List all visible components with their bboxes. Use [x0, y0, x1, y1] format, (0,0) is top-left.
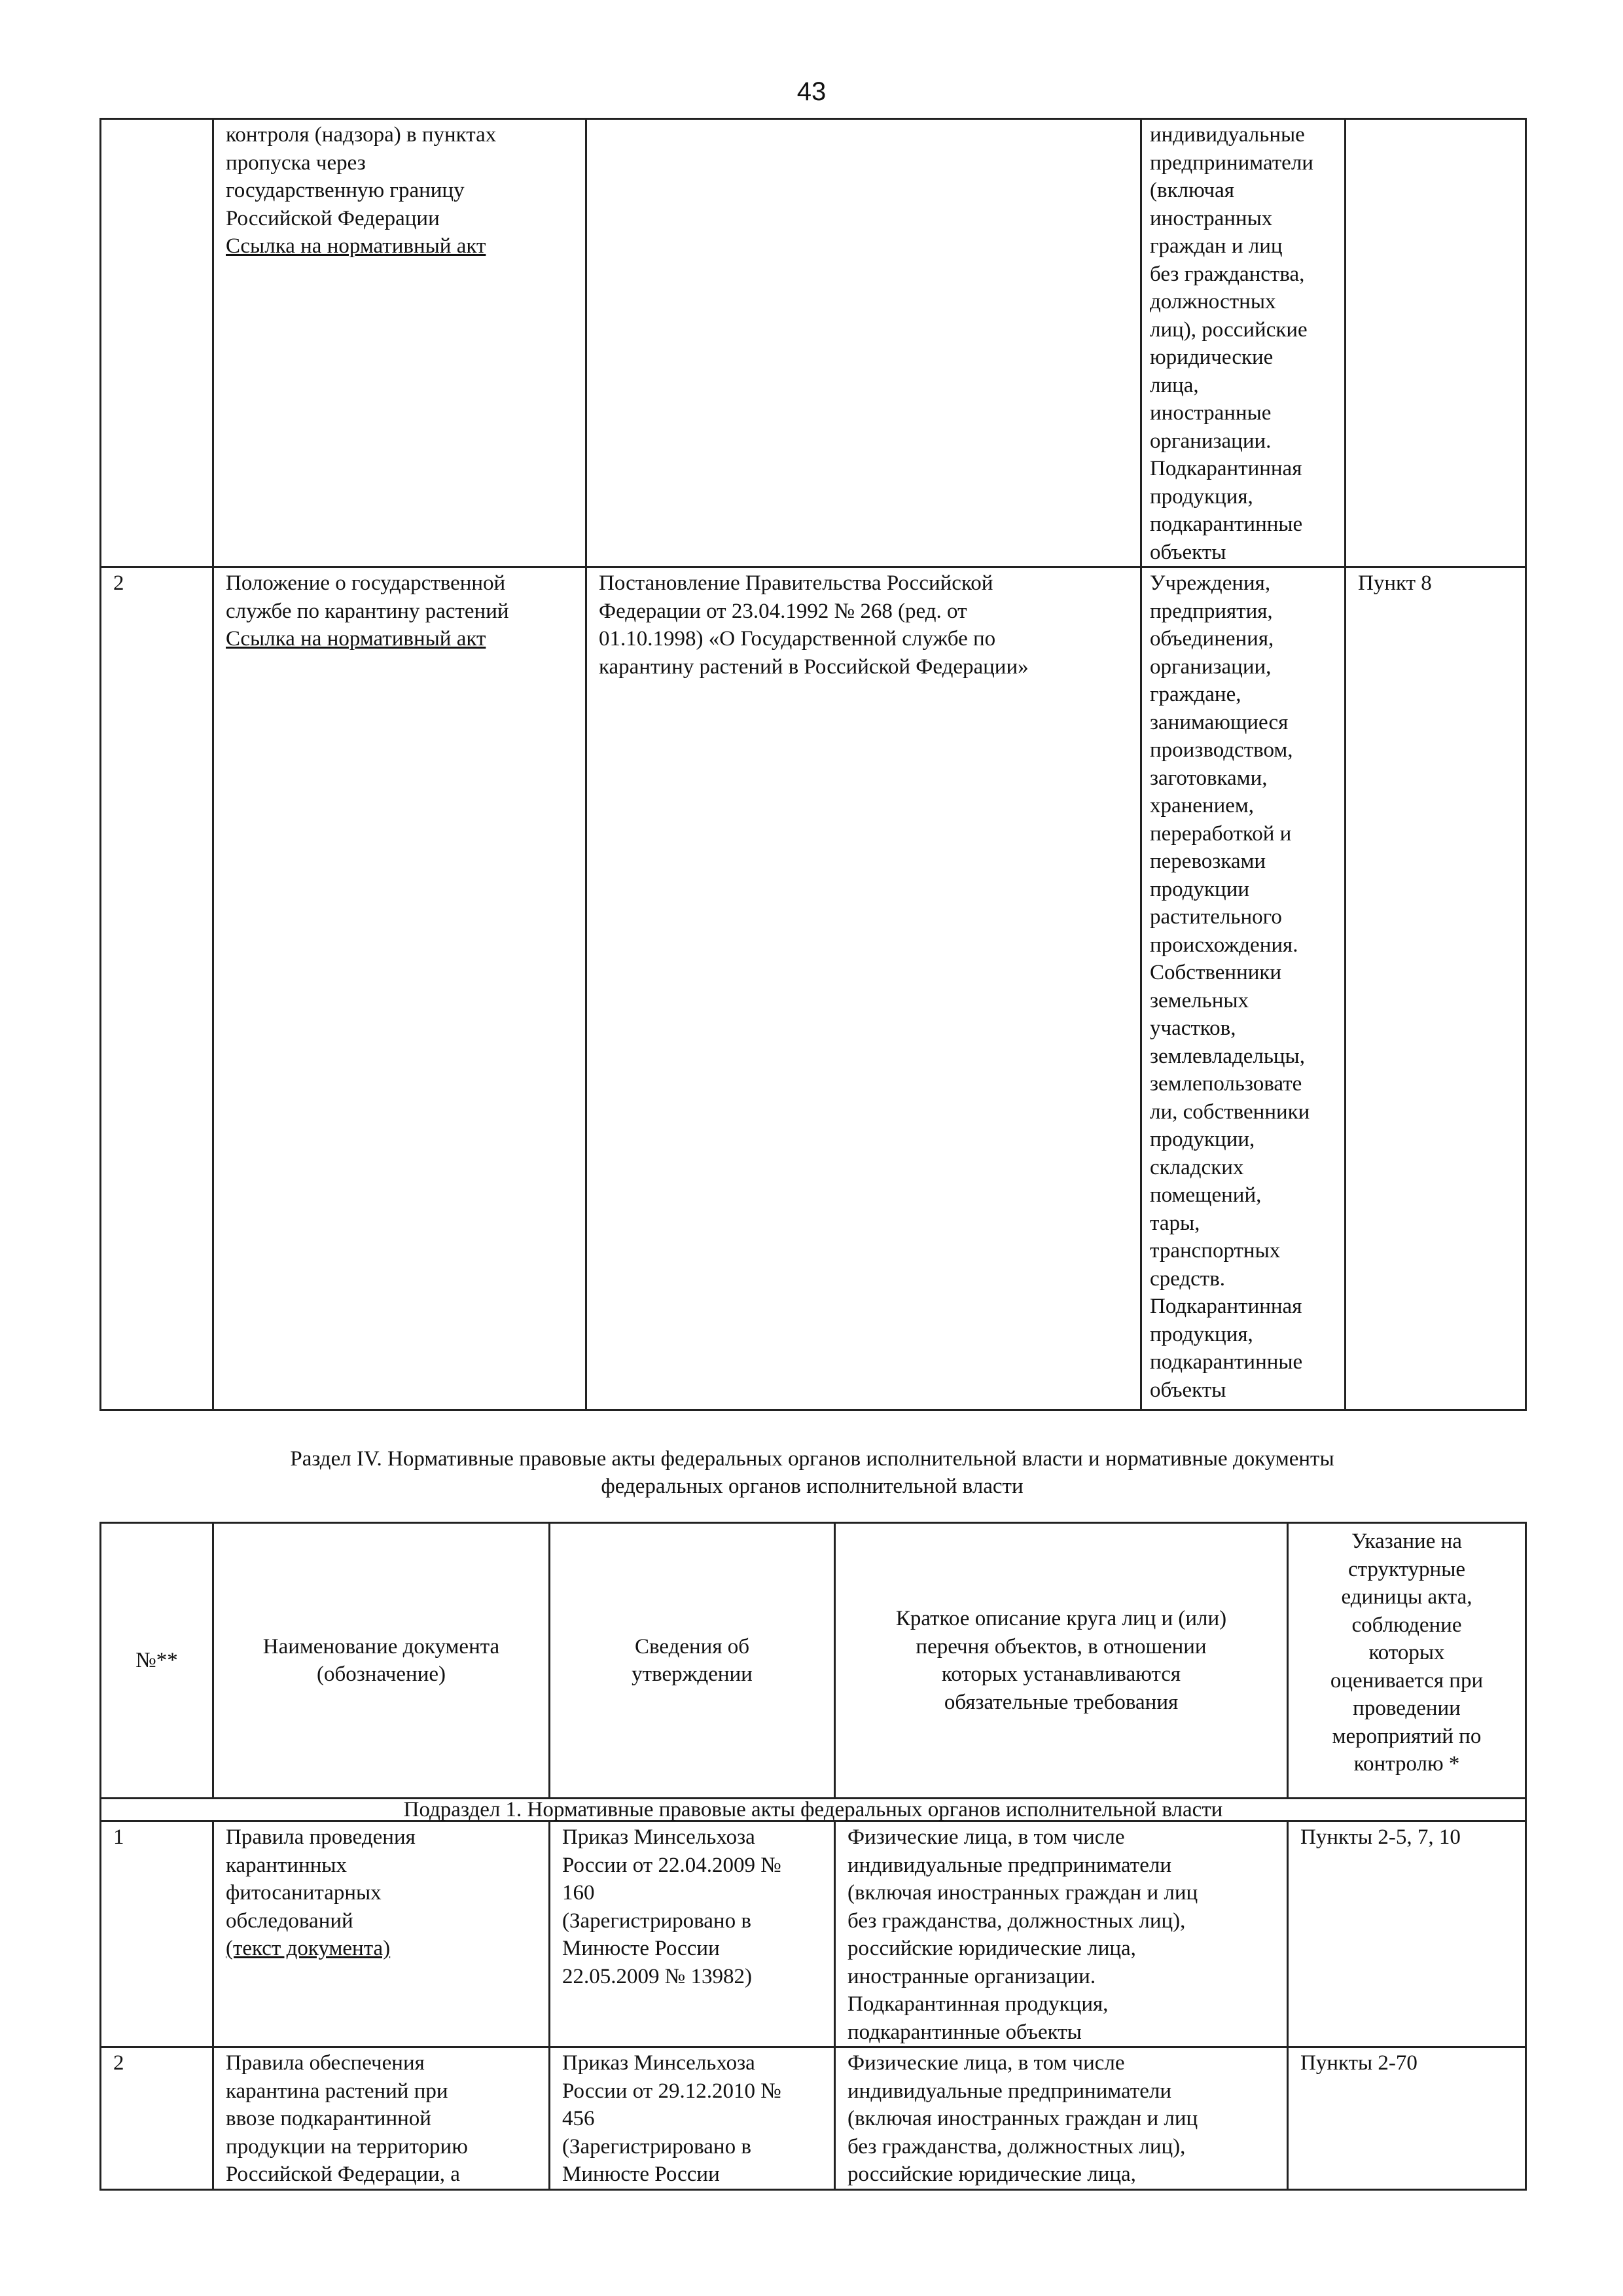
act-details: Постановление Правительства Российской Федерации от 23.04.1992 № 268 (ред. от 01.10.1998) «О Государственной службе по карантину растений в Российской Федерации»	[586, 567, 1141, 1410]
subsection-row	[101, 1799, 1526, 1821]
points-cell: Пункт 8	[1346, 567, 1526, 1410]
structural-units-cell: Пункты 2-70	[1288, 2047, 1526, 2190]
subjects-cell: индивидуальные предприниматели (включая иностранных граждан и лиц без гражданства, должностных лиц), российские юридические лица, иностранные организации. Подкарантинная продукция, подкарантинные объекты	[1141, 119, 1346, 567]
table-row	[101, 567, 1526, 1410]
structural-units-cell: Пункты 2-5, 7, 10	[1288, 1821, 1526, 2047]
subjects-cell: Учреждения, предприятия, объединения, организации, граждане, занимающиеся производством, заготовками, хранением, переработкой и перевозками продукции растительного происхождения. Собственники земельных участков, землевладельцы, землепользовате ли, собственники продукции, складских помещений, тары, транспортных средств. Подкарантинная продукция, подкарантинные объекты	[1141, 567, 1346, 1410]
header-document-name: Наименование документа (обозначение)	[213, 1523, 550, 1799]
subsection-title: Подраздел 1. Нормативные правовые акты федеральных органов исполнительной власти	[101, 1799, 1526, 1821]
description-cell: Физические лица, в том числе индивидуальные предприниматели (включая иностранных граждан и лиц без гражданства, должностных лиц), российские юридические лица,	[835, 2047, 1288, 2190]
table-row	[101, 119, 1526, 567]
act-details	[586, 119, 1141, 567]
document-name-cell	[213, 567, 586, 1410]
points-cell	[1346, 119, 1526, 567]
section-title: Раздел IV. Нормативные правовые акты федеральных органов исполнительной власти и нормативные документы федеральных органов исполнительной власти	[290, 1447, 1334, 1498]
document-text-link[interactable]: (текст документа)	[226, 1937, 391, 1960]
header-approval: Сведения об утверждении	[550, 1523, 835, 1799]
document-name: контроля (надзора) в пунктах пропуска через государственную границу Российской Федерации	[226, 123, 497, 230]
normative-act-link[interactable]: Ссылка на нормативный акт	[226, 234, 486, 258]
header-number: №**	[101, 1523, 213, 1799]
document-name: Правила обеспечения карантина растений при ввозе подкарантинной продукции на территорию Российской Федерации, а	[213, 2047, 550, 2190]
table-row	[101, 1821, 1526, 2047]
document-name-cell	[213, 119, 586, 567]
document-name: Положение о государственной службе по карантину растений	[226, 571, 509, 623]
normative-act-link[interactable]: Ссылка на нормативный акт	[226, 627, 486, 651]
row-number: 1	[101, 1821, 213, 2047]
document-name-cell	[213, 1821, 550, 2047]
description-cell: Физические лица, в том числе индивидуальные предприниматели (включая иностранных граждан и лиц без гражданства, должностных лиц), российские юридические лица, иностранные организации. Подкарантинная продукция, подкарантинные объекты	[835, 1821, 1288, 2047]
regulation-table-continued	[99, 118, 1527, 1411]
normative-acts-table	[99, 1522, 1527, 2191]
document-name: Правила проведения карантинных фитосанитарных обследований	[226, 1825, 416, 1933]
approval-details: Приказ Минсельхоза России от 29.12.2010 № 456 (Зарегистрировано в Минюсте России	[550, 2047, 835, 2190]
table-row	[101, 2047, 1526, 2190]
approval-details: Приказ Минсельхоза России от 22.04.2009 № 160 (Зарегистрировано в Минюсте России 22.05.2009 № 13982)	[550, 1821, 835, 2047]
page-number: 43	[796, 77, 827, 106]
row-number: 2	[101, 567, 213, 1410]
header-structural-units: Указание на структурные единицы акта, соблюдение которых оценивается при проведении мероприятий по контролю *	[1288, 1523, 1526, 1799]
row-number: 2	[101, 2047, 213, 2190]
header-description: Краткое описание круга лиц и (или) перечня объектов, в отношении которых устанавливаются обязательные требования	[835, 1523, 1288, 1799]
row-number	[101, 119, 213, 567]
table-header-row	[101, 1523, 1526, 1799]
